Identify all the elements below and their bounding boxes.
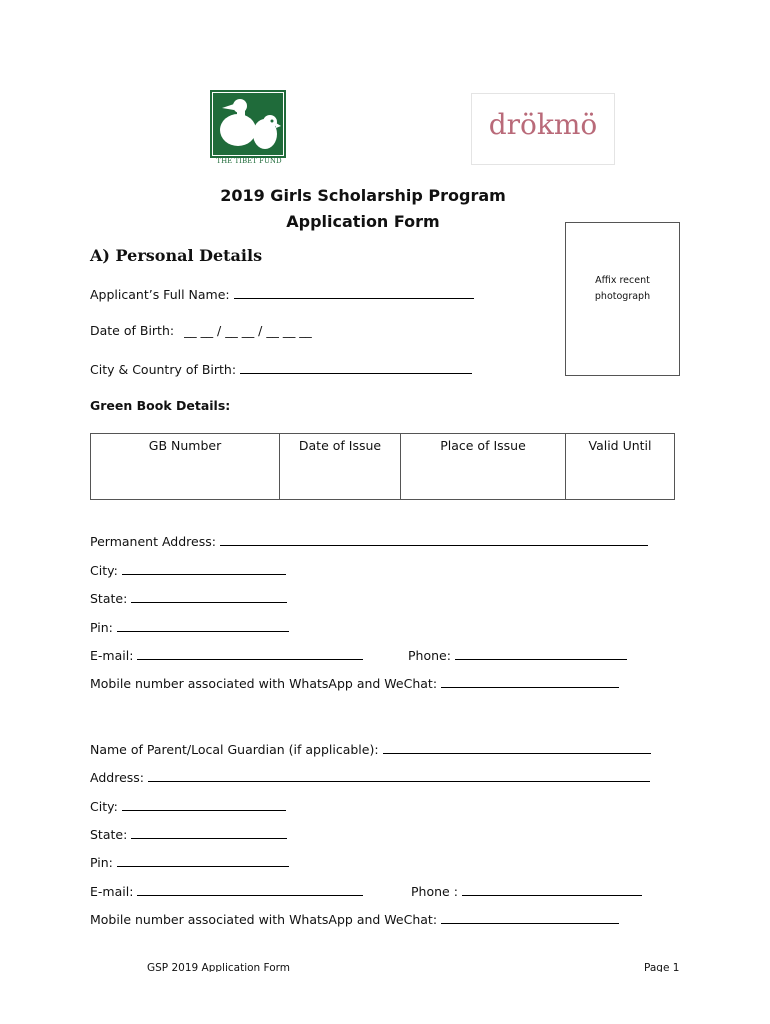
- guardian-email-field[interactable]: [90, 883, 363, 899]
- guardian-address-label: Address:: [90, 770, 144, 785]
- state-label: State:: [90, 591, 128, 606]
- birthplace-label: City & Country of Birth:: [90, 362, 237, 377]
- guardian-address-blank[interactable]: [148, 769, 650, 782]
- footer-document-name: GSP 2019 Application Form: [147, 962, 290, 972]
- guardian-name-label: Name of Parent/Local Guardian (if applicable):: [90, 742, 379, 757]
- permanent-address-field[interactable]: [90, 533, 648, 549]
- pin-field[interactable]: [90, 619, 289, 635]
- dob-format[interactable]: __ __ / __ __ / __ __ __: [184, 323, 312, 338]
- email-field[interactable]: [90, 647, 363, 663]
- guardian-state-label: State:: [90, 827, 128, 842]
- pin-label: Pin:: [90, 620, 113, 635]
- pin-blank[interactable]: [117, 619, 289, 632]
- guardian-name-blank[interactable]: [383, 741, 651, 754]
- guardian-pin-field[interactable]: [90, 854, 289, 870]
- state-blank[interactable]: [131, 590, 287, 603]
- guardian-phone-label: Phone :: [411, 884, 458, 899]
- mobile-blank[interactable]: [441, 675, 619, 688]
- city-field[interactable]: [90, 562, 286, 578]
- city-blank[interactable]: [122, 562, 286, 575]
- drokmo-logo: [471, 93, 615, 165]
- full-name-field[interactable]: [90, 286, 474, 302]
- guardian-pin-blank[interactable]: [117, 854, 289, 867]
- guardian-city-label: City:: [90, 799, 118, 814]
- guardian-mobile-blank[interactable]: [441, 911, 619, 924]
- guardian-address-field[interactable]: [90, 769, 650, 785]
- email-label: E-mail:: [90, 648, 134, 663]
- guardian-mobile-field[interactable]: [90, 911, 619, 927]
- state-field[interactable]: [90, 590, 287, 606]
- birthplace-field[interactable]: [90, 361, 472, 377]
- gb-number-cell[interactable]: GB Number: [91, 434, 280, 500]
- guardian-phone-field[interactable]: [411, 883, 642, 899]
- phone-label: Phone:: [408, 648, 451, 663]
- city-label: City:: [90, 563, 118, 578]
- drokmo-wordmark: drökmö: [488, 108, 598, 141]
- photo-instruction-line1: Affix recent: [595, 275, 650, 286]
- birthplace-blank[interactable]: [240, 361, 472, 374]
- form-title: 2019 Girls Scholarship Program: [220, 186, 506, 205]
- place-of-issue-cell[interactable]: Place of Issue: [401, 434, 566, 500]
- guardian-mobile-label: Mobile number associated with WhatsApp and WeChat:: [90, 912, 438, 927]
- dob-field[interactable]: [90, 323, 312, 338]
- guardian-city-field[interactable]: [90, 798, 286, 814]
- section-heading-personal: A) Personal Details: [90, 246, 263, 265]
- photo-instruction-line2: photograph: [594, 291, 651, 302]
- mobile-label: Mobile number associated with WhatsApp and WeChat:: [90, 676, 438, 691]
- dob-label: Date of Birth:: [90, 323, 175, 338]
- guardian-email-label: E-mail:: [90, 884, 134, 899]
- permanent-address-blank[interactable]: [220, 533, 648, 546]
- phone-blank[interactable]: [455, 647, 627, 660]
- guardian-email-blank[interactable]: [137, 883, 363, 896]
- green-book-heading: Green Book Details:: [90, 398, 231, 413]
- email-blank[interactable]: [137, 647, 363, 660]
- full-name-blank[interactable]: [234, 286, 474, 299]
- guardian-name-field[interactable]: [90, 741, 651, 757]
- valid-until-cell[interactable]: Valid Until: [566, 434, 675, 500]
- full-name-label: Applicant’s Full Name:: [90, 287, 230, 302]
- guardian-phone-blank[interactable]: [462, 883, 642, 896]
- tibet-fund-text: THE TIBET FUND: [216, 157, 282, 165]
- green-book-table: [90, 433, 675, 500]
- guardian-city-blank[interactable]: [122, 798, 286, 811]
- guardian-state-blank[interactable]: [131, 826, 287, 839]
- guardian-state-field[interactable]: [90, 826, 287, 842]
- photo-box[interactable]: [565, 222, 680, 376]
- table-row: [91, 434, 675, 500]
- footer-page-number: Page 1: [644, 962, 680, 972]
- tibet-fund-logo: [210, 90, 288, 168]
- mobile-field[interactable]: [90, 675, 619, 691]
- phone-field[interactable]: [408, 647, 627, 663]
- guardian-pin-label: Pin:: [90, 855, 113, 870]
- permanent-address-label: Permanent Address:: [90, 534, 216, 549]
- date-of-issue-cell[interactable]: Date of Issue: [280, 434, 401, 500]
- form-subtitle: Application Form: [286, 212, 440, 231]
